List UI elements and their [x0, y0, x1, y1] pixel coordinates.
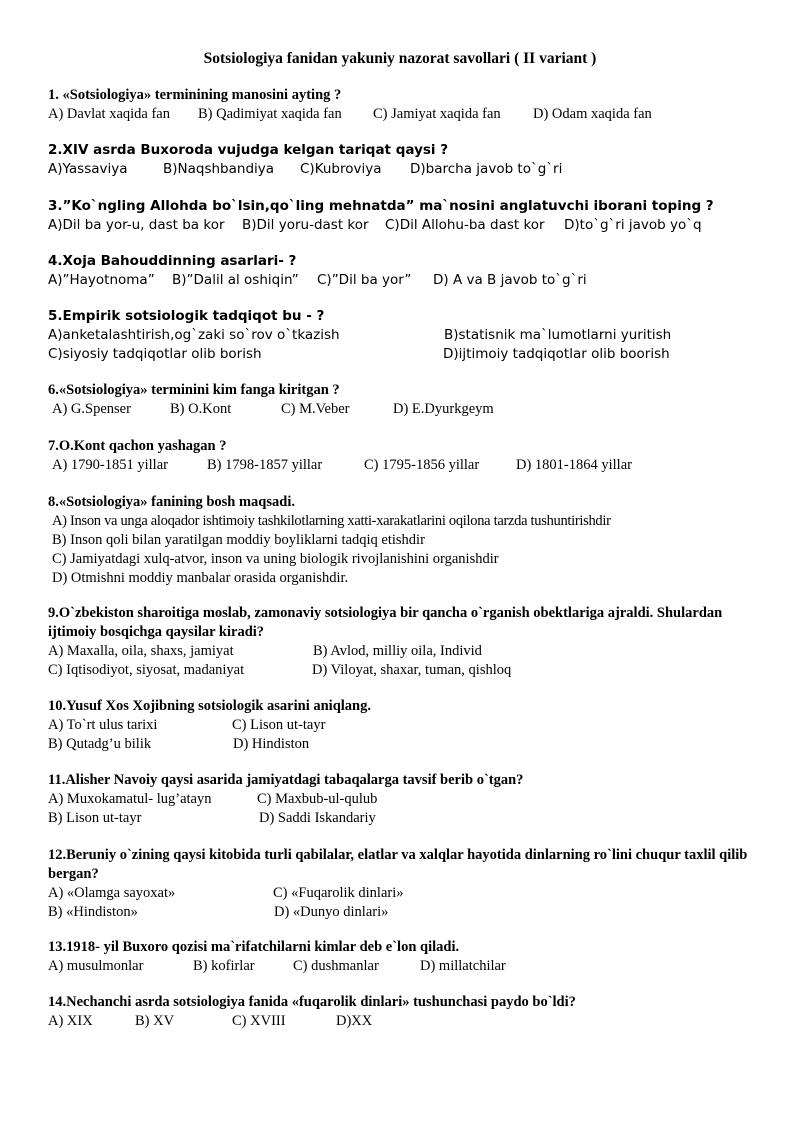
- question-5: [48, 307, 768, 364]
- option-c: C) Jamiyatdagi xulq-atvor, inson va uning biologik rivojlanishini organishdir: [52, 551, 499, 567]
- option-c: C) Lison ut-tayr: [232, 717, 326, 733]
- option-a: A) Inson va unga aloqador ishtimoiy tashkilotlarning xatti-xarakatlarini oqilona tarzda tushuntirishdir: [52, 513, 611, 529]
- option-d: D) Hindiston: [233, 736, 310, 752]
- option-b: B)Dil yoru-dast kor: [242, 217, 369, 233]
- option-d: D) A va B javob to`g`ri: [433, 272, 587, 288]
- document-title: Sotsiologiya fanidan yakuniy nazorat savollari ( II variant ): [203, 50, 597, 67]
- option-d: D) millatchilar: [420, 958, 506, 974]
- option-b: B) Lison ut-tayr: [48, 810, 142, 826]
- option-a: A)Dil ba yor-u, dast ba kor: [48, 217, 225, 233]
- question-text: 1. «Sotsiologiya» terminining manosini ayting ?: [48, 87, 342, 103]
- option-a: A)”Hayotnoma”: [48, 272, 155, 288]
- option-d: D) 1801-1864 yillar: [516, 457, 632, 473]
- option-c: C) XVIII: [232, 1013, 286, 1029]
- question-1: [48, 86, 768, 124]
- question-12: [48, 846, 768, 922]
- question-text: 2.XIV asrda Buxoroda vujudga kelgan tariqat qaysi ?: [48, 142, 449, 158]
- option-b: B)statisnik ma`lumotlarni yuritish: [444, 327, 672, 343]
- option-c: C) Jamiyat xaqida fan: [373, 106, 501, 122]
- option-d: D) Saddi Iskandariy: [259, 810, 376, 826]
- question-text: 12.Beruniy o`zining qaysi kitobida turli qabilalar, elatlar va xalqlar hayotida dinlarning ro`lini chuqur taxlil qilib bergan?: [48, 847, 748, 882]
- option-b: B)Naqshbandiya: [163, 161, 275, 177]
- option-c: C) «Fuqarolik dinlari»: [273, 885, 404, 901]
- question-9: [48, 604, 728, 680]
- option-a: A) Davlat xaqida fan: [48, 106, 170, 122]
- option-a: A) Maxalla, oila, shaxs, jamiyat: [48, 643, 234, 659]
- option-b: B) 1798-1857 yillar: [207, 457, 323, 473]
- option-c: C) 1795-1856 yillar: [364, 457, 480, 473]
- question-text: 14.Nechanchi asrda sotsiologiya fanida «fuqarolik dinlari» tushunchasi paydo bo`ldi?: [48, 994, 576, 1010]
- option-b: B) Qutadg’u bilik: [48, 736, 152, 752]
- option-d: D) «Dunyo dinlari»: [274, 904, 389, 920]
- question-3: [48, 197, 768, 235]
- question-text: 13.1918- yil Buxoro qozisi ma`rifatchilarni kimlar deb e`lon qiladi.: [48, 939, 460, 955]
- option-b: B) Qadimiyat xaqida fan: [198, 106, 342, 122]
- question-11: [48, 771, 768, 828]
- question-4: [48, 252, 768, 290]
- option-a: A) «Olamga sayoxat»: [48, 885, 176, 901]
- question-text: 7.O.Kont qachon yashagan ?: [48, 438, 227, 454]
- question-7: [48, 437, 768, 475]
- option-d: D) Odam xaqida fan: [533, 106, 652, 122]
- question-text: 6.«Sotsiologiya» terminini kim fanga kiritgan ?: [48, 382, 340, 398]
- question-8: [48, 493, 768, 588]
- option-a: A) 1790-1851 yillar: [52, 457, 168, 473]
- question-14: [48, 993, 768, 1031]
- option-a: A) XIX: [48, 1013, 93, 1029]
- option-b: B) «Hindiston»: [48, 904, 138, 920]
- option-d: D)XX: [336, 1013, 373, 1029]
- option-d: D) E.Dyurkgeym: [393, 401, 494, 417]
- question-text: 3.”Ko`ngling Allohda bo`lsin,qo`ling mehnatda” ma`nosini anglatuvchi iborani toping ?: [48, 198, 714, 214]
- option-c: C) dushmanlar: [293, 958, 379, 974]
- option-a: A)Yassaviya: [48, 161, 128, 177]
- option-c: C) Maxbub-ul-qulub: [257, 791, 378, 807]
- question-13: [48, 938, 768, 976]
- question-text: 11.Alisher Navoiy qaysi asarida jamiyatdagi tabaqalarga tavsif berib o`tgan?: [48, 772, 524, 788]
- option-d: D) Otmishni moddiy manbalar orasida organishdir.: [52, 570, 349, 586]
- option-a: A) musulmonlar: [48, 958, 144, 974]
- option-d: D) Viloyat, shaxar, tuman, qishloq: [312, 662, 512, 678]
- option-b: B) O.Kont: [170, 401, 232, 417]
- question-text: 4.Xoja Bahouddinning asarlari- ?: [48, 253, 297, 269]
- option-b: B) XV: [135, 1013, 175, 1029]
- question-2: [48, 141, 768, 179]
- question-6: [48, 381, 768, 419]
- option-a: A) G.Spenser: [52, 401, 131, 417]
- option-c: C)Dil Allohu-ba dast kor: [385, 217, 545, 233]
- option-c: C)”Dil ba yor”: [317, 272, 412, 288]
- question-text: 5.Empirik sotsiologik tadqiqot bu - ?: [48, 308, 325, 324]
- option-c: C)Kubroviya: [300, 161, 382, 177]
- option-c: C)siyosiy tadqiqotlar olib borish: [48, 346, 262, 362]
- option-a: A)anketalashtirish,og`zaki so`rov o`tkazish: [48, 327, 340, 343]
- question-text: 8.«Sotsiologiya» fanining bosh maqsadi.: [48, 494, 295, 510]
- option-b: B)”Dalil al oshiqin”: [172, 272, 299, 288]
- option-d: D)barcha javob to`g`ri: [410, 161, 563, 177]
- question-text: 10.Yusuf Xos Xojibning sotsiologik asarini aniqlang.: [48, 698, 371, 714]
- option-a: A) Muxokamatul- lug’atayn: [48, 791, 212, 807]
- option-b: B) Inson qoli bilan yaratilgan moddiy boyliklarni tadqiq etishdir: [52, 532, 425, 548]
- option-d: D)ijtimoiy tadqiqotlar olib boorish: [443, 346, 670, 362]
- option-b: B) kofirlar: [193, 958, 255, 974]
- option-b: B) Avlod, milliy oila, Individ: [313, 643, 482, 659]
- question-text: 9.O`zbekiston sharoitiga moslab, zamonaviy sotsiologiya bir qancha o`rganish obektlariga ajraldi. Shulardan ijtimoiy bosqichga qaysilar kiradi?: [48, 605, 723, 640]
- option-c: C) Iqtisodiyot, siyosat, madaniyat: [48, 662, 245, 678]
- option-c: C) M.Veber: [281, 401, 350, 417]
- option-a: A) To`rt ulus tarixi: [48, 717, 158, 733]
- option-d: D)to`g`ri javob yo`q: [564, 217, 702, 233]
- question-10: [48, 697, 768, 754]
